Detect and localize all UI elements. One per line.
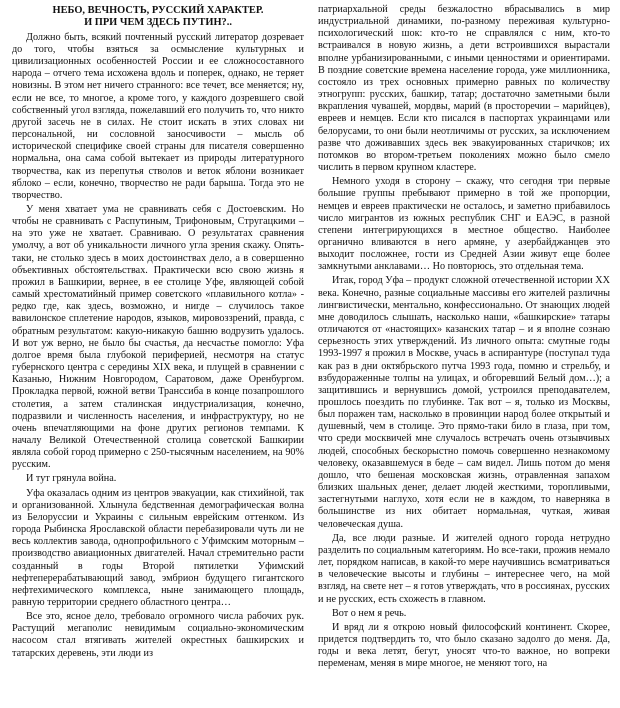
left-column: [6, 4, 304, 708]
paragraph: Все это, ясное дело, требовало огромного числа рабочих рук. Растущий мегаполис невидимым социально-экономическим насосом стал втягивать жителей окрестных башкирских и татарских деревень, эти люди из: [12, 611, 304, 659]
paragraph: Вот о нем я речь.: [332, 607, 407, 619]
paragraph: Должно быть, всякий почтенный русский литератор дозревает до того, чтобы взяться за осмысление культурных и цивилизационных особенностей России и ее сложносоставного народа – отчего тема исхожена вдоль и поперек, однако, не теряет новизны. В этом нет ничего странного: все течет, все меняется; ну, если не все, то многое, а кроме того, у каждого дозревшего свой собственный угол взгляда, пожелавший его получить то, что никто другой засечь не в силах. Не стоит искать в этих словах ни персональной, ни сословной заносчивости – мысль об исторической специфике своей страны для писателя совершенно нормальна, она сама собой вытекает из природы литературного творчества, как из перепутья стволов и веток яблони возникает яблоко – если, конечно, творчество не ради барыша. Тогда это не творчество.: [12, 31, 304, 201]
document-title: [12, 5, 304, 30]
paragraph: Немного уходя в сторону – скажу, что сегодня три первые большие группы пребывают примерно в той же пропорции, немцев и евреев практически не осталось, и заметно прибавилось число мигрантов из южных республик СНГ и ЕАЭС, в разной степени интегрирующихся в местное общество. Наиболее органично вливаются в него армяне, у азербайджанцев это выходит посложнее, гости из Средней Азии живут еще более замкнутыми анклавами… Но повторюсь, это отдельная тема.: [318, 176, 610, 273]
right-column: [318, 4, 614, 708]
paragraph: Уфа оказалась одним из центров эвакуации, как стихийной, так и организованной. Хлынула бедственная демографическая волна из Белоруссии и Украины с сильным еврейским оттенком. Из города Рыбинска Ярославской области перебазировали чуть ли не весь коллектив завода, однопрофильного с Уфимским моторным – производство авиационных двигателей. Начал стремительно расти созданный в годы Второй пятилетки Уфимский нефтеперерабатывающий завод, эмбрион будущего гигантского нефтехимического комплекса, ныне занимающего площадь, равную территории среднего областного центра…: [12, 487, 304, 608]
paragraph: И вряд ли я открою новый философский континент. Скорее, придется подтвердить то, что было сказано задолго до меня. Да, годы и века летят, бегут, уносят что-то важное, но вопреки переменам, меняя в мире многое, не меняют того, на: [318, 621, 610, 670]
paragraph: Итак, город Уфа – продукт сложной отечественной истории XX века. Конечно, разные социальные массивы его жителей различны лингвистически, ментально, конфессионально. От знающих людей мне доводилось слышать, насколько наши, «башкирские» татары отличаются от «настоящих» казанских татар – и я вполне сознаю серьезность этих утверждений. Из личного опыта: смутные годы 1993-1997 я прожил в Москве, учась в аспирантуре (поступал туда как раз в дни октябрьского путча 1993 года, помню и стрельбу, и взбудораженные толпы на улицах, и обгоревший Белый дом…); а защитившись и вернувшись домой, устроился преподавателем, прошлось поездить по глубинке. Так вот – я, только из Москвы, был поражен там, насколько в провинции народ более открытый и душевный, чем в столице. Это прямо-таки било в глаза, при том, что среди москвичей мне случалось встречать очень отзывчивых людей, способных бескорыстно помочь совершенно незнакомому человеку, оказавшемуся в беде – сам видел. Лишь потом до меня дошло, что бешеная московская жизнь, отравленная запахом близких шальных денег, делает людей жесткими, торопливыми, застегнутыми наглухо, хотя если не в каждом, то наверняка в большинстве из них обитает нормальная, чуткая, живая человеческая душа.: [318, 275, 610, 530]
title-line-1: НЕБО, ВЕЧНОСТЬ, РУССКИЙ ХАРАКТЕР.: [52, 5, 264, 16]
paragraph: патриархальной среды безжалостно вбрасывались в мир индустриальной динамики, по-разному переживая культурно-психологический шок: кто-то не справлялся с ним, кто-то встраивался в новую жизнь, а дети встроившихся вырастали вполне урбанизированными, с иными ценностями и ориентирами. В поздние советские времена население города, уже миллионника, состояло из трех основных примерно равных по количеству этногрупп: русских, башкир, татар; достаточно заметными были вкрапления чувашей, мордвы, марий (в просторечии – марийцев), евреев и немцев. Если кто писался в паспортах украинцами или белорусами, то они были неотличимы от русских, за исключением разве что доживавших здесь век эвакуированных старичков; их потомков во втором-третьем поколениях можно было смело числить в первом крупном кластере.: [318, 4, 610, 174]
paragraph: У меня хватает ума не сравнивать себя с Достоевским. Но чтобы не сравнивать с Распутиным, Трифоновым, Стругацкими – на это уже не хватает. Сравниваю. О результатах сравнения умолчу, а вот об уникальности личного угла зрения скажу. Опять-таки, не столько здесь в моих достоинствах дело, а в совершенно объективных обстоятельствах. Практически всю свою жизнь я прожил в Башкирии, вернее, в ее столице Уфе, являющей собой самый хрестоматийный пример советского «плавильного котла» - редко где, как здесь, возможно, и нигде – случилось такое вавилонское сплетение народов, языков, мировоззрений, правда, с обратным результатом: какую-никакую башню водрузить удалось. И вот уж верно, не было бы счастья, да несчастье помогло: Уфа долгое время была глубокой периферией, несмотря на статус губернского центра с середины XIX века, и плущей в сравнении с Казанью, Нижним Новгородом, Саратовом, даже Оренбургом. Прокладка первой, южной ветви Транссиба в конце позапрошлого столетия, а затем сталинская индустриализация, конечно, подразвили и численность населения, и инфраструктуру, но не очень впечатляющими на фоне других регионов темпами. К началу Великой Отечественной столица советской Башкирии являла собой город примерно с 250-тысячным населением, на 90% русским.: [12, 204, 304, 471]
paragraph: И тут грянула война.: [26, 473, 117, 485]
paragraph: Да, все люди разные. И жителей одного города нетрудно разделить по социальным категориям. Но все-таки, прожив немало лет, порядком написав, в какой-то мере научившись всматриваться в человеческие высоты и глубины – интереснее чего, на мой взгляд, на свете нет – я готов утверждать, что в россиянах, русских и не русских, есть схожесть в главном.: [318, 532, 610, 605]
title-line-2: И ПРИ ЧЕМ ЗДЕСЬ ПУТИН?..: [84, 17, 232, 29]
